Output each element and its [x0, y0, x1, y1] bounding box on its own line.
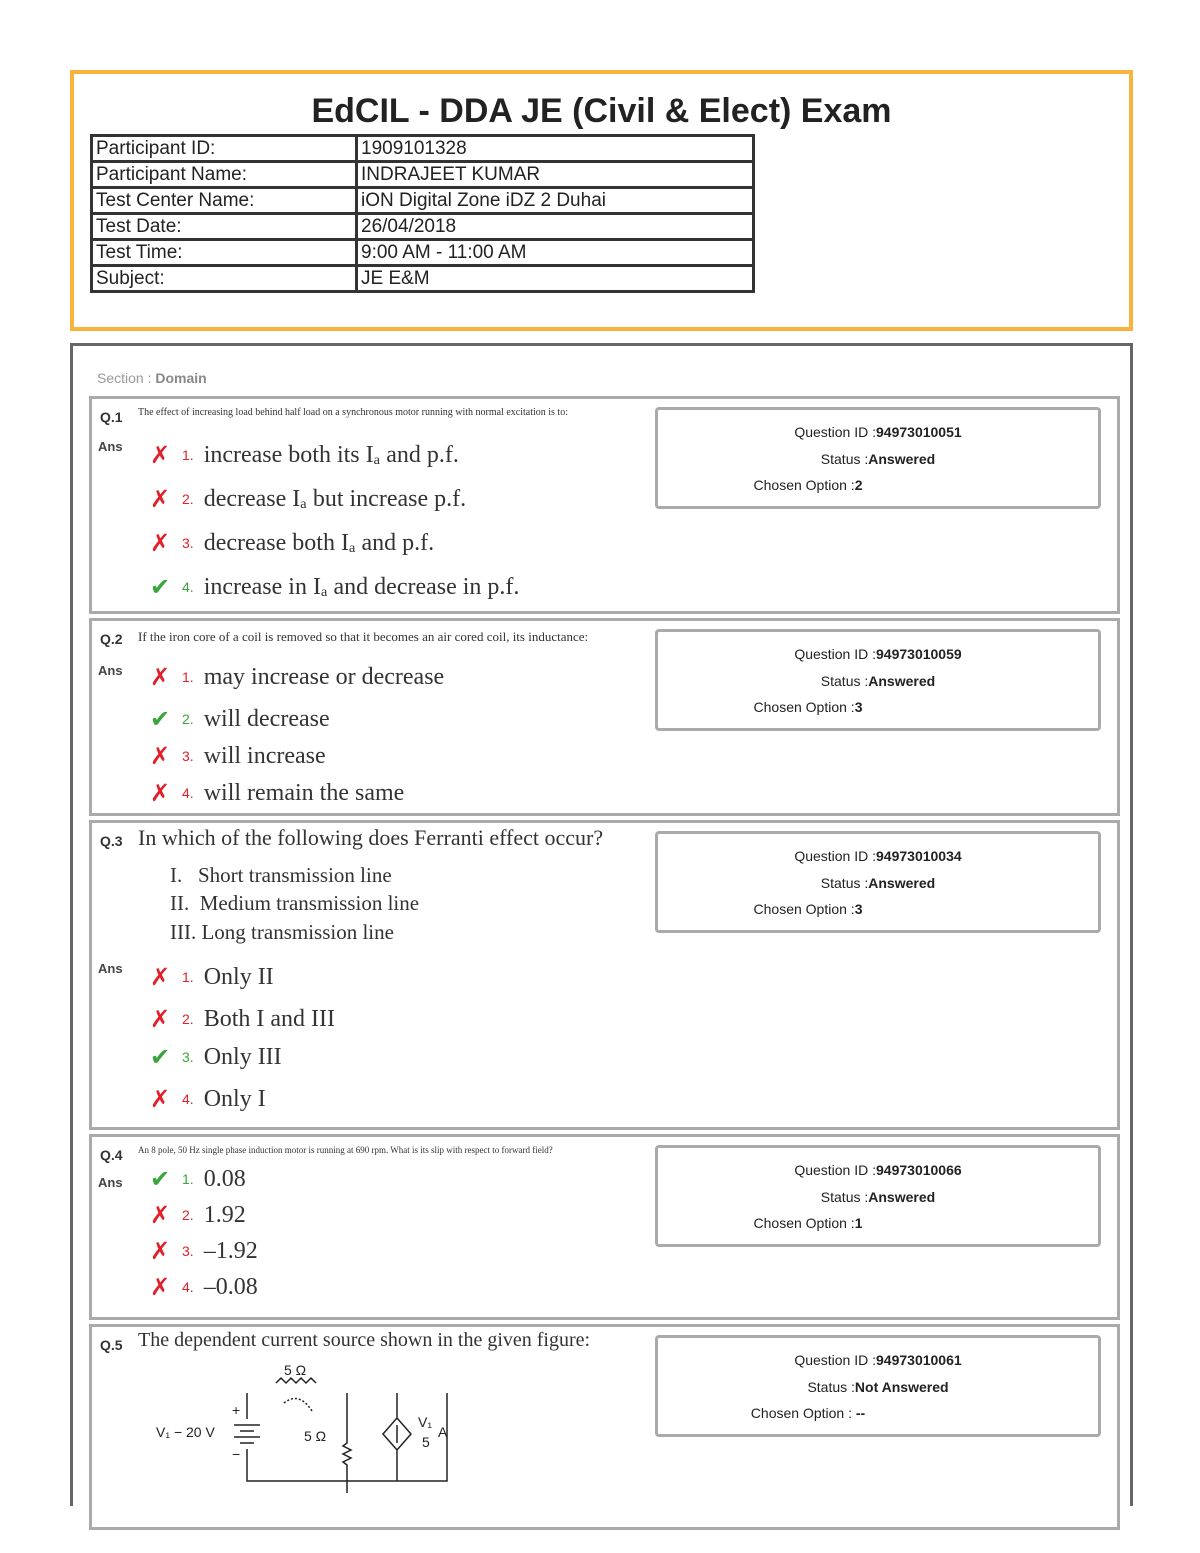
option-text: Both I and III [203, 1005, 335, 1032]
option-number: 1. [182, 1171, 194, 1187]
question-statement: III. Long transmission line [170, 920, 394, 944]
question-text: The effect of increasing load behind half load on a synchronous motor running with normal excitation is to: [138, 407, 568, 418]
question-number: Q.2 [100, 631, 123, 647]
option-text: Only II [203, 963, 274, 990]
option-text: will remain the same [203, 779, 405, 806]
info-label: Test Date: [92, 214, 357, 240]
question-number: Q.5 [100, 1337, 123, 1353]
info-value: JE E&M [357, 266, 754, 292]
cross-icon: ✗ [150, 1085, 171, 1113]
info-label: Test Center Name: [92, 188, 357, 214]
cross-icon: ✗ [150, 1273, 171, 1301]
answer-option [150, 663, 444, 691]
option-text: Only I [203, 1085, 266, 1112]
participant-info-table [90, 134, 755, 293]
cross-icon: ✗ [150, 779, 171, 807]
answer-option [150, 1085, 266, 1113]
answer-label: Ans [98, 439, 123, 454]
cross-icon: ✗ [150, 441, 171, 469]
voltage-source-label: V₁ − 20 V [156, 1424, 215, 1440]
answer-option [150, 742, 326, 770]
option-number: 1. [182, 447, 194, 463]
checkmark-icon: ✔ [150, 1165, 171, 1193]
info-label: Test Time: [92, 240, 357, 266]
answer-option [150, 1043, 282, 1071]
option-number: 1. [182, 669, 194, 685]
option-number: 3. [182, 1049, 194, 1065]
option-text: –1.92 [203, 1237, 258, 1264]
answer-option [150, 779, 404, 807]
question-card [89, 618, 1120, 816]
answer-option [150, 963, 274, 991]
resistor-label: 5 Ω [304, 1428, 327, 1444]
answer-option [150, 1005, 335, 1033]
info-row [92, 240, 754, 266]
section-label: Section : Domain [97, 370, 207, 386]
answer-label: Ans [98, 663, 123, 678]
cross-icon: ✗ [150, 1201, 171, 1229]
question-id: Question ID :94973010051 [794, 424, 962, 440]
question-card [89, 1134, 1120, 1320]
option-text: decrease both Iₐ and p.f. [203, 529, 435, 556]
source-numerator: V₁ [418, 1414, 433, 1430]
answer-option [150, 705, 330, 733]
info-label: Subject: [92, 266, 357, 292]
option-number: 2. [182, 1207, 194, 1223]
option-text: increase both its Iₐ and p.f. [203, 441, 459, 468]
question-number: Q.1 [100, 409, 123, 425]
option-text: Only III [203, 1043, 282, 1070]
question-card [89, 396, 1120, 614]
question-statement: I. Short transmission line [170, 863, 392, 887]
info-value: 26/04/2018 [357, 214, 754, 240]
chosen-option: Chosen Option :2 [753, 477, 863, 493]
question-number: Q.4 [100, 1147, 123, 1163]
option-text: 1.92 [203, 1201, 246, 1228]
option-text: will decrease [203, 705, 330, 732]
question-meta-box [655, 1145, 1101, 1247]
answer-label: Ans [98, 1175, 123, 1190]
question-status: Status :Not Answered [807, 1379, 949, 1395]
option-number: 2. [182, 491, 194, 507]
chosen-option: Chosen Option :1 [753, 1215, 863, 1231]
cross-icon: ✗ [150, 529, 171, 557]
info-value: iON Digital Zone iDZ 2 Duhai [357, 188, 754, 214]
question-id: Question ID :94973010061 [794, 1352, 962, 1368]
question-number: Q.3 [100, 833, 123, 849]
svg-text:+: + [232, 1402, 241, 1418]
info-value: INDRAJEET KUMAR [357, 162, 754, 188]
chosen-option: Chosen Option :3 [753, 901, 863, 917]
cross-icon: ✗ [150, 742, 171, 770]
section-domain [70, 343, 1133, 1506]
option-number: 4. [182, 785, 194, 801]
checkmark-icon: ✔ [150, 1043, 171, 1071]
option-number: 2. [182, 1011, 194, 1027]
option-number: 1. [182, 969, 194, 985]
answer-option [150, 1273, 258, 1301]
exam-title: EdCIL - DDA JE (Civil & Elect) Exam [311, 92, 892, 130]
answer-option [150, 441, 459, 469]
info-label: Participant ID: [92, 136, 357, 162]
question-id: Question ID :94973010034 [794, 848, 962, 864]
info-row [92, 214, 754, 240]
option-number: 3. [182, 1243, 194, 1259]
question-meta-box [655, 831, 1101, 933]
info-value: 1909101328 [357, 136, 754, 162]
question-meta-box [655, 1335, 1101, 1437]
info-value: 9:00 AM - 11:00 AM [357, 240, 754, 266]
question-status: Status :Answered [820, 1189, 936, 1205]
info-row [92, 266, 754, 292]
exam-header [70, 70, 1133, 331]
cross-icon: ✗ [150, 1237, 171, 1265]
answer-option [150, 573, 519, 601]
cross-icon: ✗ [150, 1005, 171, 1033]
info-row [92, 136, 754, 162]
answer-option [150, 1201, 246, 1229]
question-card [89, 820, 1120, 1130]
question-text: An 8 pole, 50 Hz single phase induction motor is running at 690 rpm. What is its slip with respect to forward field? [138, 1145, 553, 1155]
info-label: Participant Name: [92, 162, 357, 188]
question-text: If the iron core of a coil is removed so that it becomes an air cored coil, its inductance: [138, 629, 589, 644]
question-card [89, 1324, 1120, 1530]
option-text: will increase [203, 742, 326, 769]
option-text: 0.08 [203, 1165, 246, 1192]
svg-text:−: − [232, 1446, 241, 1462]
question-id: Question ID :94973010059 [794, 646, 962, 662]
option-text: increase in Iₐ and decrease in p.f. [203, 573, 520, 600]
cross-icon: ✗ [150, 663, 171, 691]
info-row [92, 162, 754, 188]
answer-option [150, 485, 466, 513]
option-text: decrease Iₐ but increase p.f. [203, 485, 467, 512]
option-number: 2. [182, 711, 194, 727]
answer-option [150, 1237, 258, 1265]
cross-icon: ✗ [150, 485, 171, 513]
option-text: may increase or decrease [203, 663, 445, 690]
chosen-option: Chosen Option : -- [750, 1405, 866, 1421]
question-text: The dependent current source shown in the given figure: [138, 1329, 591, 1351]
question-meta-box [655, 629, 1101, 731]
source-unit: A [438, 1424, 448, 1440]
resistor-label: 5 Ω [284, 1363, 307, 1378]
circuit-figure [142, 1363, 462, 1493]
chosen-option: Chosen Option :3 [753, 699, 863, 715]
source-denominator: 5 [422, 1434, 430, 1450]
answer-option [150, 529, 434, 557]
question-status: Status :Answered [820, 673, 936, 689]
question-status: Status :Answered [820, 875, 936, 891]
option-text: –0.08 [203, 1273, 258, 1300]
cross-icon: ✗ [150, 963, 171, 991]
checkmark-icon: ✔ [150, 705, 171, 733]
option-number: 4. [182, 1279, 194, 1295]
option-number: 4. [182, 579, 194, 595]
option-number: 4. [182, 1091, 194, 1107]
question-status: Status :Answered [820, 451, 936, 467]
answer-option [150, 1165, 246, 1193]
option-number: 3. [182, 535, 194, 551]
question-statement: II. Medium transmission line [170, 891, 420, 915]
question-text: In which of the following does Ferranti effect occur? [138, 825, 604, 850]
question-id: Question ID :94973010066 [794, 1162, 962, 1178]
info-row [92, 188, 754, 214]
option-number: 3. [182, 748, 194, 764]
checkmark-icon: ✔ [150, 573, 171, 601]
question-meta-box [655, 407, 1101, 509]
answer-label: Ans [98, 961, 123, 976]
